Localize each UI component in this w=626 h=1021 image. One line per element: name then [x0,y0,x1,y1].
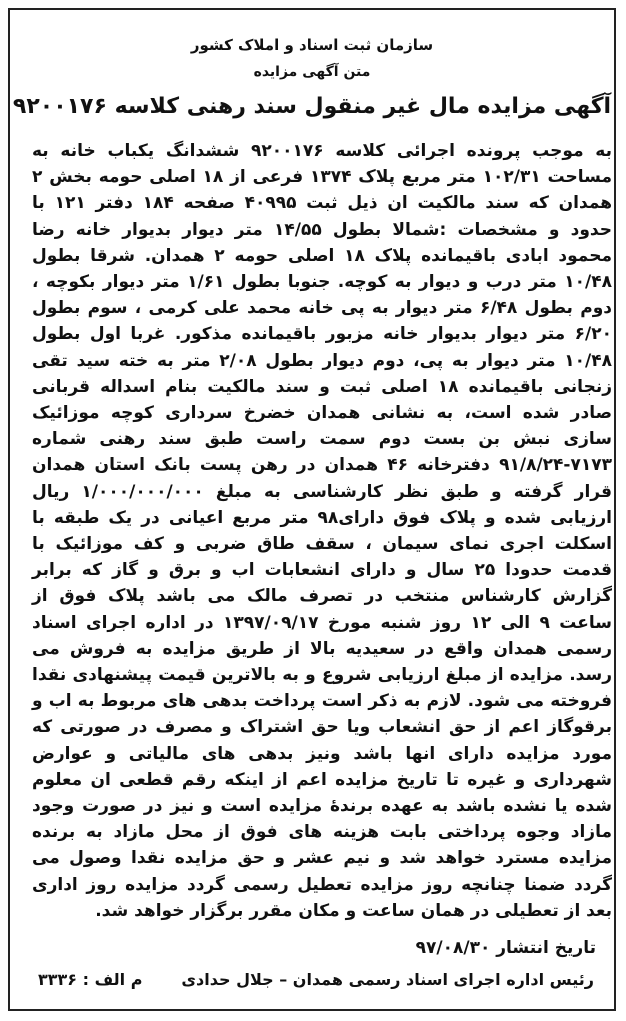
signatory-line: رئیس اداره اجرای اسناد رسمی همدان – جلال حدادی [181,970,594,989]
reference-number: م الف : ۳۳۳۶ [38,970,143,989]
notice-body-text: به موجب پرونده اجرائی کلاسه ۹۲۰۰۱۷۶ ششدانگ یکباب خانه به مساحت ۱۰۲/۳۱ متر مربع پلاک ۱۳۷۴ فرعی از ۱۸ اصلی حومه بخش ۲ همدان که سند مالکیت ان ذیل ثبت ۴۰۹۹۵ صفحه ۱۸۴ دفتر ۱۲۱ با حدود و مشخصات :شمالا بطول ۱۴/۵۵ متر دیوار بدیوار خانه رضا محمود ابادی باقیمانده پلاک ۱۸ اصلی حومه ۲ همدان. شرقا بطول ۱۰/۴۸ متر درب و دیوار به کوچه. جنوبا بطول ۱/۶۱ متر دیوار بکوچه ، دوم بطول ۶/۴۸ متر دیوار به پی خانه محمد علی کرمی ، سوم بطول ۶/۲۰ متر دیوار بدیوار خانه مزبور باقیمانده مذکور. غربا اول بطول ۱۰/۴۸ متر دیوار به پی، دوم دیوار بطول ۲/۰۸ متر به خته سید تقی زنجانی باقیمانده ۱۸ اصلی ثبت و سند مالکیت بنام اسداله قربانی صادر شده است، به نشانی همدان خضرخ سرداری کوچه موزائیک سازی نبش بن بست دوم سمت راست طبق سند رهنی شماره ۷۱۷۳-۹۱/۸/۲۴ دفترخانه ۴۶ همدان در رهن پست بانک استان همدان قرار گرفته و طبق نظر کارشناسی به مبلغ ۱/۰۰۰/۰۰۰/۰۰۰ ریال ارزیابی شده و پلاک فوق دارای۹۸ متر مربع اعیانی در یک طبقه با اسکلت اجری نمای سیمان ، سقف طاق ضربی و کف موزائیک با قدمت حدودا ۲۵ سال و دارای انشعابات اب و برق و گاز که برابر گزارش کارشناس منتخب در تصرف مالک می باشد پلاک فوق از ساعت ۹ الی ۱۲ روز شنبه مورخ ۱۳۹۷/۰۹/۱۷ در اداره اجرای اسناد رسمی همدان واقع در سعیدیه بالا از طریق مزایده به فروش می رسد. مزایده از مبلغ ارزیابی شروع و به بالاترین قیمت پیشنهادی نقدا فروخته می شود. لازم به ذکر است پرداخت بدهی های مربوط به اب و برقوگاز اعم از حق انشعاب ویا حق اشتراک و مصرف در صورتی که مورد مزایده دارای انها باشد ونیز بدهی های مالیاتی و عوارض شهرداری و غیره تا تاریخ مزایده اعم از اینکه رقم قطعی ان معلوم شده یا نشده باشد به عهده برندهٔ مزایده است و نیز در صورت وجود مازاد وجوه پرداختی بابت هزینه های فوق از محل مازاد به برنده مزایده مسترد خواهد شد و نیم عشر و حق مزایده نقدا وصول می گردد ضمنا چنانچه روز مزایده تعطیل رسمی گردد مزایده روز اداری بعد از تعطیلی در همان ساعت و مکان مقرر برگزار خواهد شد. [32,141,613,921]
notice-subtitle: متن آگهی مزایده [253,64,371,80]
organization-name: سازمان ثبت اسناد و املاک کشور [190,36,434,54]
publication-date: تاریخ انتشار ۹۷/۰۸/۳۰ [415,938,596,958]
notice-headline: آگهی مزایده مال غیر منقول سند رهنی کلاسه ۹۲۰۰۱۷۶ [12,94,612,119]
notice-frame [8,8,616,1011]
